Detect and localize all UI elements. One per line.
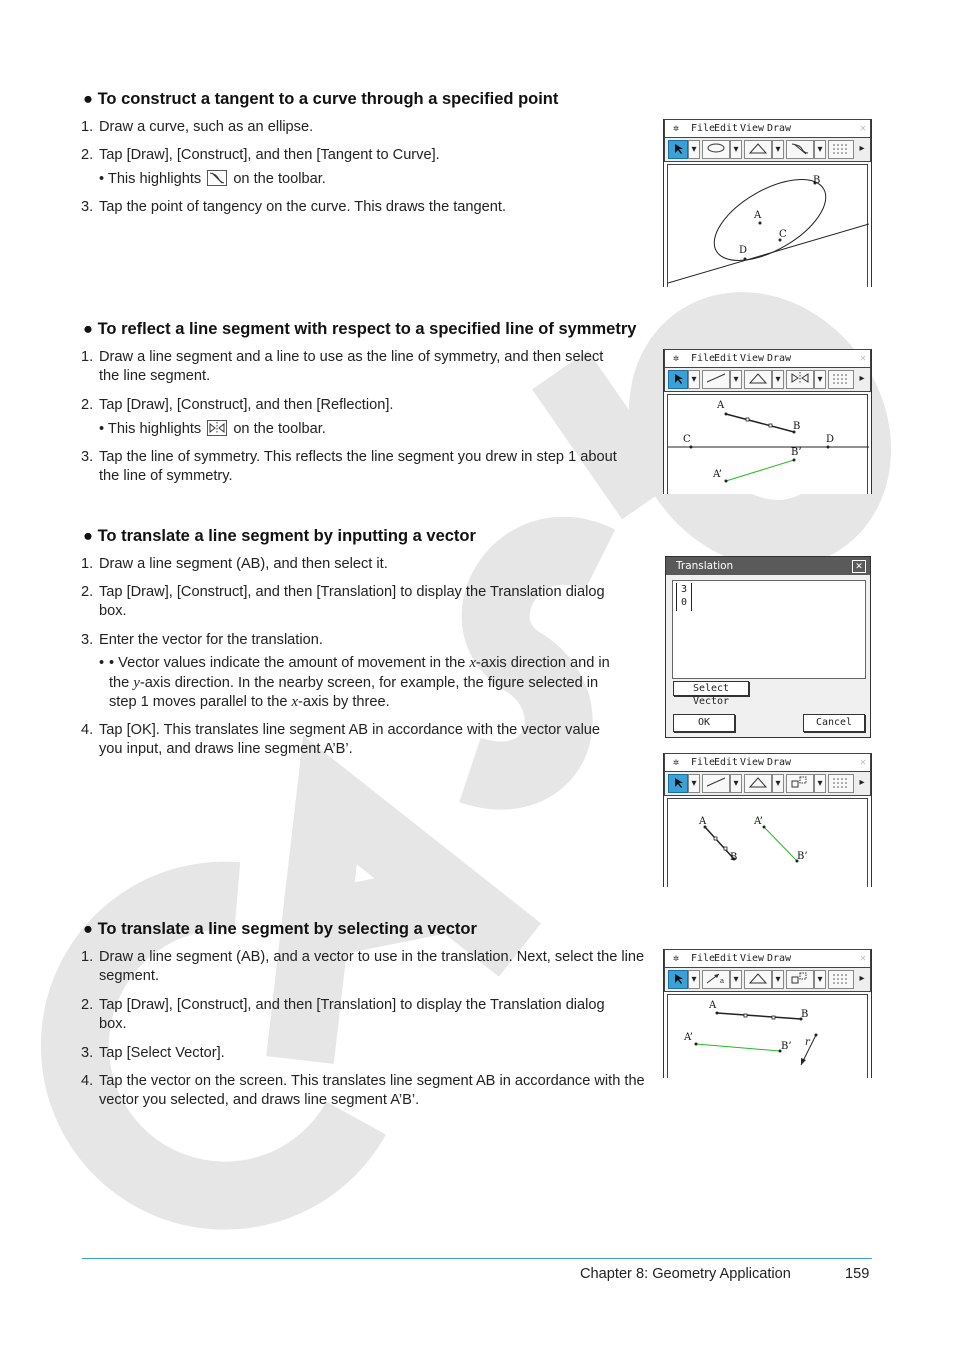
grid-tool-button[interactable]	[828, 370, 854, 389]
step	[81, 198, 651, 217]
menu-edit[interactable]: Edit	[714, 757, 739, 768]
point-label: A	[754, 210, 762, 221]
toolbar	[664, 967, 871, 992]
point-label: A’	[754, 816, 763, 827]
dropdown-arrow-icon[interactable]: ▾	[772, 774, 784, 793]
page-number: 159	[845, 1266, 870, 1282]
step-text: Tap [Draw], [Construct], and then [Reflection].	[99, 397, 394, 413]
step	[81, 583, 651, 621]
tangent-tool-icon	[207, 170, 227, 186]
step-number: 3.	[81, 449, 94, 465]
reflection-tool-icon	[207, 420, 227, 436]
line-tool-button[interactable]	[702, 774, 730, 793]
vector-tool-button[interactable]	[702, 970, 730, 989]
step	[81, 1072, 651, 1110]
menu-bar	[664, 349, 871, 368]
settings-icon[interactable]: ✲	[673, 953, 680, 964]
step	[81, 1044, 651, 1063]
close-icon[interactable]: ✕	[852, 560, 866, 573]
vector-matrix[interactable]	[676, 583, 692, 611]
grid-tool-button[interactable]	[828, 970, 854, 989]
menu-view[interactable]: View	[740, 123, 765, 134]
menu-view[interactable]: View	[740, 757, 765, 768]
translation-figure	[668, 799, 869, 888]
point-label: B	[801, 1009, 809, 1020]
menu-draw[interactable]: Draw	[767, 123, 792, 134]
section-heading: ● To construct a tangent to a curve through a specified point	[83, 90, 559, 108]
ellipse-tangent-figure	[668, 165, 869, 288]
step-text: Draw a line segment and a line to use as the line of symmetry, and then select the line segment.	[99, 349, 604, 384]
step	[81, 448, 651, 486]
menu-edit[interactable]: Edit	[714, 953, 739, 964]
settings-icon[interactable]: ✲	[673, 757, 680, 768]
step-text: Draw a line segment (AB), and a vector to use in the translation. Next, select the line segment.	[99, 949, 645, 984]
translation-tool-button[interactable]	[786, 774, 814, 793]
point-label: B	[793, 421, 801, 432]
step-text: Tap the line of symmetry. This reflects the line segment you drew in step 1 about the line of symmetry.	[99, 449, 617, 484]
close-icon[interactable]: ✕	[859, 353, 866, 364]
step-text: Tap the vector on the screen. This translates line segment AB in accordance with the vector you selected, and draws line segment A’B’.	[99, 1073, 645, 1108]
step-number: 1.	[81, 119, 94, 135]
select-tool-button[interactable]	[668, 370, 688, 389]
menu-draw[interactable]: Draw	[767, 757, 792, 768]
step	[81, 555, 651, 574]
dropdown-arrow-icon[interactable]: ▾	[730, 140, 742, 159]
step-number: 2.	[81, 147, 94, 163]
note-text	[109, 654, 619, 713]
vector-x-value[interactable]: 3	[680, 584, 688, 595]
grid-tool-button[interactable]	[828, 140, 854, 159]
point-label: B	[730, 852, 738, 863]
section-heading-text: To reflect a line segment with respect to a specified line of symmetry	[97, 320, 637, 338]
step-number: 4.	[81, 722, 94, 738]
scroll-right-icon[interactable]: ▸	[859, 777, 865, 788]
dropdown-arrow-icon[interactable]: ▾	[772, 140, 784, 159]
note-var: x	[469, 655, 476, 671]
select-tool-button[interactable]	[668, 140, 688, 159]
step-text: Draw a curve, such as an ellipse.	[99, 119, 314, 135]
step-number: 3.	[81, 632, 94, 648]
step-number: 1.	[81, 556, 94, 572]
settings-icon[interactable]: ✲	[673, 353, 680, 364]
cancel-button[interactable]: Cancel	[803, 714, 865, 732]
calculator-screen	[663, 119, 872, 287]
dropdown-arrow-icon[interactable]: ▾	[730, 970, 742, 989]
step-text: Tap [Draw], [Construct], and then [Tangent to Curve].	[99, 147, 440, 163]
dropdown-arrow-icon[interactable]: ▾	[730, 774, 742, 793]
calculator-screen	[663, 949, 872, 1078]
translation-dialog	[665, 556, 871, 738]
menu-draw[interactable]: Draw	[767, 953, 792, 964]
scroll-right-icon[interactable]: ▸	[859, 373, 865, 384]
dropdown-arrow-icon[interactable]: ▾	[688, 774, 700, 793]
vector-label: r	[805, 1037, 810, 1048]
dropdown-arrow-icon[interactable]: ▾	[688, 370, 700, 389]
step-text: Tap [Select Vector].	[99, 1045, 225, 1061]
toolbar	[664, 771, 871, 796]
step-text: Draw a line segment (AB), and then select it.	[99, 556, 388, 572]
drawing-canvas[interactable]	[667, 164, 868, 287]
step-text: Tap [Draw], [Construct], and then [Translation] to display the Translation dialog box.	[99, 584, 605, 619]
triangle-tool-button[interactable]	[744, 370, 772, 389]
step-number: 4.	[81, 1073, 94, 1089]
point-label: B’	[797, 851, 808, 862]
reflection-tool-button[interactable]	[786, 370, 814, 389]
footer-chapter: Chapter 8: Geometry Application	[580, 1266, 791, 1282]
scroll-right-icon[interactable]: ▸	[859, 973, 865, 984]
grid-tool-button[interactable]	[828, 774, 854, 793]
reflection-figure	[668, 395, 869, 495]
close-icon[interactable]: ✕	[859, 757, 866, 768]
settings-icon[interactable]: ✲	[673, 123, 680, 134]
step	[81, 118, 651, 137]
drawing-canvas[interactable]	[667, 394, 868, 494]
dropdown-arrow-icon[interactable]: ▾	[772, 970, 784, 989]
note-text-before: • This highlights	[99, 171, 202, 187]
step-note	[99, 170, 629, 190]
note-text-part: • Vector values indicate the amount of movement in the	[109, 655, 470, 671]
translation-tool-button[interactable]	[786, 970, 814, 989]
note-text-after: on the toolbar.	[233, 421, 326, 437]
section-heading-text: To construct a tangent to a curve through a specified point	[97, 90, 559, 108]
step	[81, 146, 651, 165]
step-note	[99, 654, 629, 713]
point-label: B	[813, 175, 821, 186]
step-text: Enter the vector for the translation.	[99, 632, 323, 648]
dropdown-arrow-icon[interactable]: ▾	[730, 370, 742, 389]
step-number: 1.	[81, 349, 94, 365]
step-number: 2.	[81, 397, 94, 413]
select-tool-button[interactable]	[668, 774, 688, 793]
point-label: A’	[684, 1032, 693, 1043]
vector-translation-figure	[668, 995, 869, 1079]
dropdown-arrow-icon[interactable]: ▾	[814, 774, 826, 793]
step	[81, 996, 651, 1034]
calculator-screen	[663, 753, 872, 887]
ellipse-tool-button[interactable]	[702, 140, 730, 159]
step-number: 3.	[81, 1045, 94, 1061]
drawing-canvas[interactable]	[667, 994, 868, 1078]
menu-edit[interactable]: Edit	[714, 353, 739, 364]
step	[81, 348, 651, 386]
close-icon[interactable]: ✕	[859, 953, 866, 964]
bullet: •	[99, 655, 105, 671]
dialog-title: Translation	[676, 560, 734, 572]
point-label: A	[699, 816, 707, 827]
dropdown-arrow-icon[interactable]: ▾	[814, 140, 826, 159]
point-label: B’	[781, 1041, 792, 1052]
step-number: 3.	[81, 199, 94, 215]
point-label: C	[779, 229, 787, 240]
dropdown-arrow-icon[interactable]: ▾	[688, 140, 700, 159]
point-label: B’	[791, 447, 802, 458]
step-text: Tap [Draw], [Construct], and then [Translation] to display the Translation dialog box.	[99, 997, 605, 1032]
note-text-part: -axis direction. In the nearby screen, for example, the figure selected in step 1 moves parallel to the	[109, 674, 599, 710]
svg-text:a: a	[720, 978, 724, 985]
step-number: 2.	[81, 997, 94, 1013]
step-text: Tap the point of tangency on the curve. This draws the tangent.	[99, 199, 506, 215]
note-var: x	[291, 694, 299, 710]
step	[81, 631, 651, 650]
select-vector-button[interactable]: Select Vector	[673, 681, 749, 696]
drawing-canvas[interactable]	[667, 798, 868, 887]
tangent-tool-button[interactable]	[786, 140, 814, 159]
menu-bar	[664, 753, 871, 772]
section-heading: ● To reflect a line segment with respect to a specified line of symmetry	[83, 320, 637, 338]
section-heading-text: To translate a line segment by selecting a vector	[97, 920, 477, 938]
point-label: A’	[713, 469, 722, 480]
point-label: A	[717, 400, 725, 411]
note-text-part: -axis by three.	[298, 694, 390, 710]
toolbar	[664, 367, 871, 392]
step	[81, 948, 651, 986]
scroll-right-icon[interactable]: ▸	[859, 143, 865, 154]
dropdown-arrow-icon[interactable]: ▾	[814, 370, 826, 389]
point-label: D	[739, 245, 748, 256]
triangle-tool-button[interactable]	[744, 774, 772, 793]
toolbar	[664, 137, 871, 162]
menu-view[interactable]: View	[740, 953, 765, 964]
section-heading: ● To translate a line segment by inputting a vector	[83, 527, 476, 545]
menu-view[interactable]: View	[740, 353, 765, 364]
menu-file[interactable]: File	[691, 757, 716, 768]
note-text-part: -axis direction and in the	[109, 655, 610, 691]
step-note	[99, 420, 629, 440]
step-number: 2.	[81, 584, 94, 600]
step	[81, 396, 651, 415]
step	[81, 721, 651, 759]
vector-y-value[interactable]: 0	[680, 597, 688, 608]
calculator-screen	[663, 349, 872, 494]
dropdown-arrow-icon[interactable]: ▾	[814, 970, 826, 989]
dialog-title-bar	[666, 557, 870, 575]
ok-button[interactable]: OK	[673, 714, 735, 732]
line-tool-button[interactable]	[702, 370, 730, 389]
point-label: A	[709, 1000, 717, 1011]
section-heading-text: To translate a line segment by inputting a vector	[97, 527, 476, 545]
menu-edit[interactable]: Edit	[714, 123, 739, 134]
menu-file[interactable]: File	[691, 953, 716, 964]
menu-draw[interactable]: Draw	[767, 353, 792, 364]
step-number: 1.	[81, 949, 94, 965]
close-icon[interactable]: ✕	[859, 123, 866, 134]
point-label: C	[683, 434, 691, 445]
footer-divider	[82, 1258, 872, 1259]
triangle-tool-button[interactable]	[744, 970, 772, 989]
point-label: D	[826, 434, 835, 445]
section-heading: ● To translate a line segment by selecting a vector	[83, 920, 477, 938]
menu-file[interactable]: File	[691, 123, 716, 134]
step-text: Tap [OK]. This translates line segment AB in accordance with the vector value you input, and draws line segment A’B’.	[99, 722, 601, 757]
dropdown-arrow-icon[interactable]: ▾	[772, 370, 784, 389]
note-text-before: • This highlights	[99, 421, 202, 437]
menu-file[interactable]: File	[691, 353, 716, 364]
dropdown-arrow-icon[interactable]: ▾	[688, 970, 700, 989]
triangle-tool-button[interactable]	[744, 140, 772, 159]
menu-bar	[664, 949, 871, 968]
select-tool-button[interactable]	[668, 970, 688, 989]
vector-input-area[interactable]	[672, 580, 866, 679]
note-var: y	[133, 674, 140, 691]
note-text-after: on the toolbar.	[233, 171, 326, 187]
menu-bar	[664, 119, 871, 138]
